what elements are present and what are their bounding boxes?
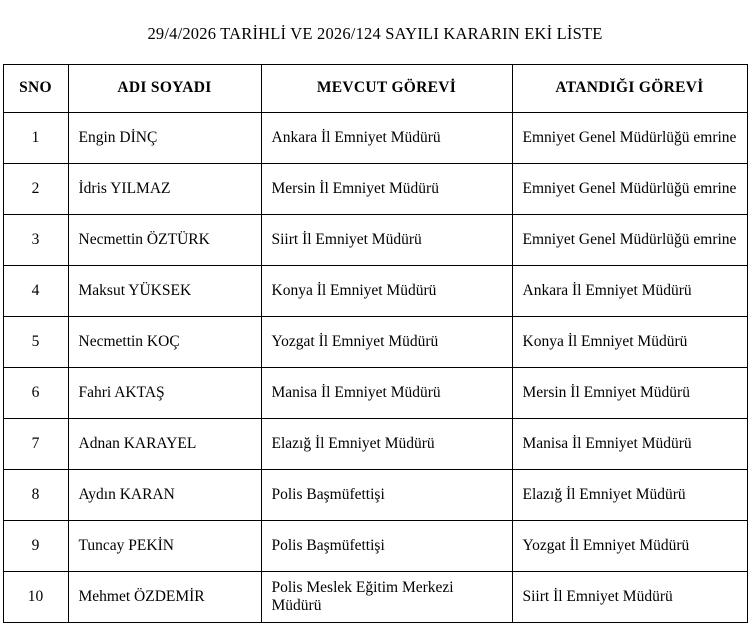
cell-current-post: Polis Başmüfettişi	[261, 521, 512, 572]
cell-assigned-post: Ankara İl Emniyet Müdürü	[512, 266, 747, 317]
cell-name: Necmettin KOÇ	[68, 317, 261, 368]
cell-assigned-post: Konya İl Emniyet Müdürü	[512, 317, 747, 368]
cell-sno: 4	[3, 266, 68, 317]
table-body	[3, 113, 747, 623]
cell-sno: 3	[3, 215, 68, 266]
cell-name: Necmettin ÖZTÜRK	[68, 215, 261, 266]
table-header	[3, 65, 747, 113]
cell-current-post: Mersin İl Emniyet Müdürü	[261, 164, 512, 215]
cell-current-post: Siirt İl Emniyet Müdürü	[261, 215, 512, 266]
cell-current-post: Elazığ İl Emniyet Müdürü	[261, 419, 512, 470]
column-header-current-post: MEVCUT GÖREVİ	[261, 65, 512, 113]
table-row	[3, 113, 747, 164]
table-row	[3, 215, 747, 266]
table-row	[3, 521, 747, 572]
table-row	[3, 419, 747, 470]
cell-name: Fahri AKTAŞ	[68, 368, 261, 419]
page-title: 29/4/2026 TARİHLİ VE 2026/124 SAYILI KARARIN EKİ LİSTE	[147, 24, 603, 43]
assignment-table	[3, 64, 748, 623]
cell-current-post: Ankara İl Emniyet Müdürü	[261, 113, 512, 164]
cell-assigned-post: Emniyet Genel Müdürlüğü emrine	[512, 113, 747, 164]
column-header-sno: SNO	[3, 65, 68, 113]
cell-name: Mehmet ÖZDEMİR	[68, 572, 261, 623]
table-row	[3, 470, 747, 521]
cell-assigned-post: Emniyet Genel Müdürlüğü emrine	[512, 164, 747, 215]
table-row	[3, 368, 747, 419]
cell-sno: 1	[3, 113, 68, 164]
cell-sno: 10	[3, 572, 68, 623]
cell-sno: 7	[3, 419, 68, 470]
cell-name: Adnan KARAYEL	[68, 419, 261, 470]
cell-assigned-post: Manisa İl Emniyet Müdürü	[512, 419, 747, 470]
cell-name: İdris YILMAZ	[68, 164, 261, 215]
table-row	[3, 317, 747, 368]
cell-name: Engin DİNÇ	[68, 113, 261, 164]
cell-current-post: Yozgat İl Emniyet Müdürü	[261, 317, 512, 368]
cell-sno: 9	[3, 521, 68, 572]
cell-assigned-post: Yozgat İl Emniyet Müdürü	[512, 521, 747, 572]
table-row	[3, 266, 747, 317]
cell-name: Maksut YÜKSEK	[68, 266, 261, 317]
cell-assigned-post: Siirt İl Emniyet Müdürü	[512, 572, 747, 623]
column-header-name: ADI SOYADI	[68, 65, 261, 113]
cell-assigned-post: Mersin İl Emniyet Müdürü	[512, 368, 747, 419]
cell-current-post: Polis Meslek Eğitim Merkezi Müdürü	[261, 572, 512, 623]
column-header-assigned-post: ATANDIĞI GÖREVİ	[512, 65, 747, 113]
cell-name: Aydın KARAN	[68, 470, 261, 521]
cell-current-post: Manisa İl Emniyet Müdürü	[261, 368, 512, 419]
table-row	[3, 164, 747, 215]
cell-assigned-post: Elazığ İl Emniyet Müdürü	[512, 470, 747, 521]
cell-sno: 8	[3, 470, 68, 521]
cell-current-post: Konya İl Emniyet Müdürü	[261, 266, 512, 317]
cell-sno: 2	[3, 164, 68, 215]
cell-assigned-post: Emniyet Genel Müdürlüğü emrine	[512, 215, 747, 266]
cell-current-post: Polis Başmüfettişi	[261, 470, 512, 521]
cell-name: Tuncay PEKİN	[68, 521, 261, 572]
table-header-row	[3, 65, 747, 113]
cell-sno: 5	[3, 317, 68, 368]
cell-sno: 6	[3, 368, 68, 419]
table-row	[3, 572, 747, 623]
